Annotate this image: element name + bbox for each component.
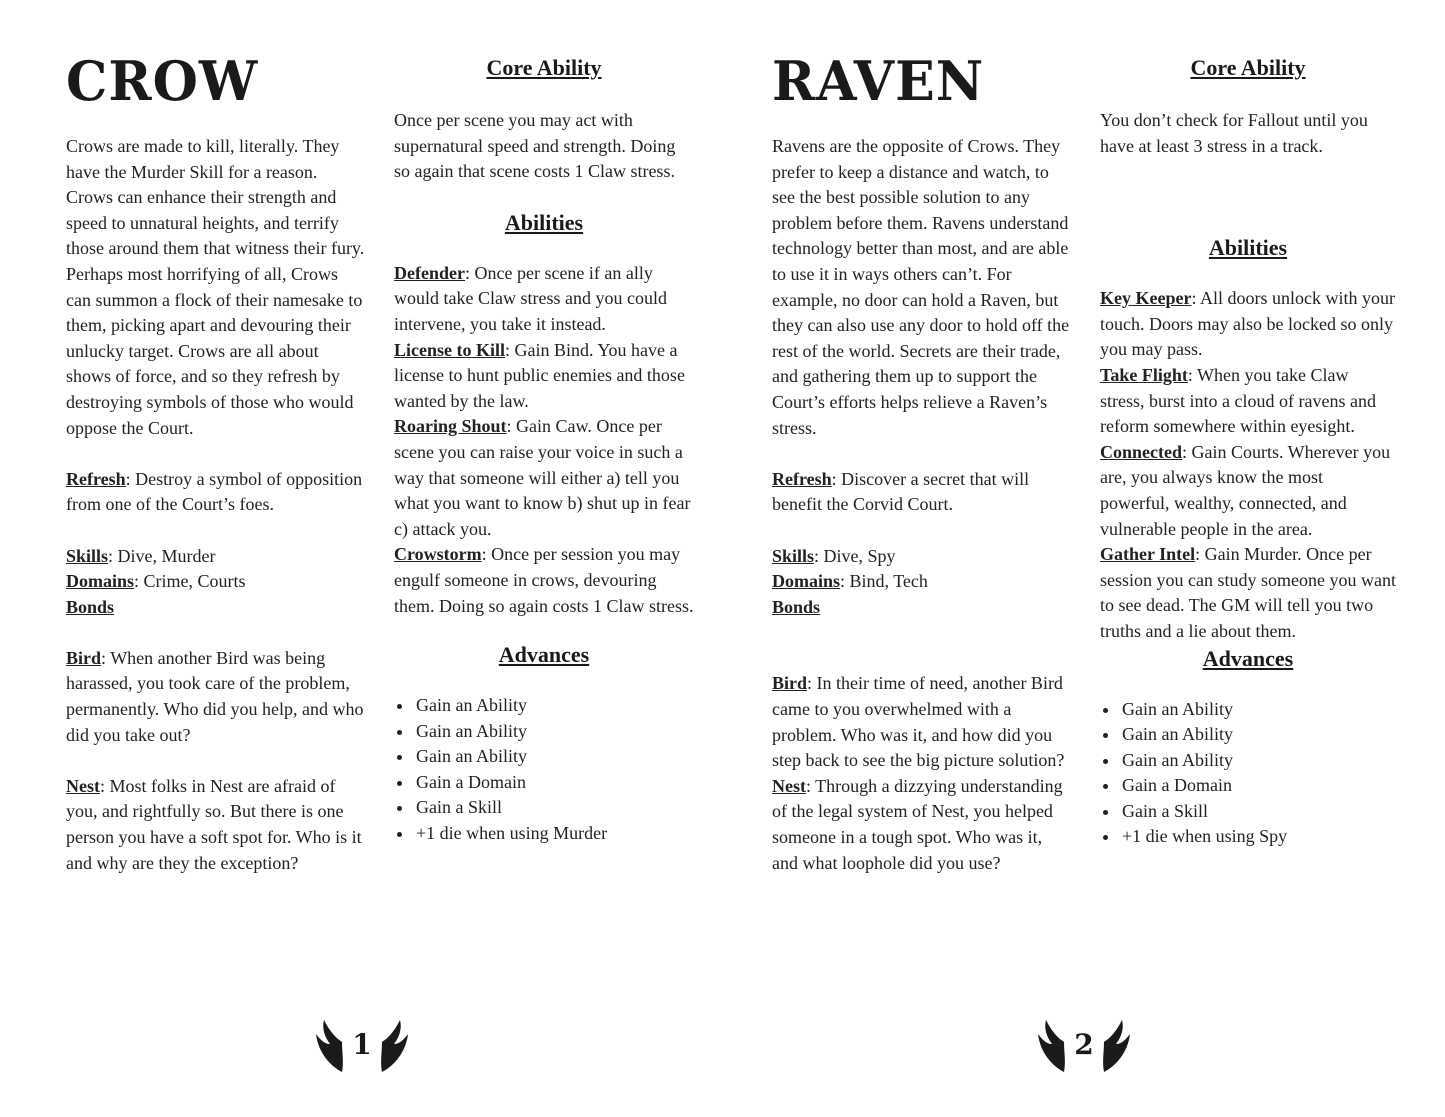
- crow-refresh: [66, 467, 366, 518]
- crow-domains-label: Domains: [66, 571, 135, 592]
- crow-bonds: [66, 595, 366, 621]
- crow-left-column: [66, 49, 366, 876]
- crow-ability-name: License to Kill: [394, 339, 505, 360]
- crow-advances-list: [394, 693, 694, 847]
- crow-core-heading: Core Ability: [486, 55, 602, 80]
- crow-advance-item: • Gain a Domain: [414, 770, 694, 796]
- crow-ability-text: : Once per session you may engulf someone in crows, devouring them. Doing so again costs 1 Claw stress.: [394, 544, 694, 616]
- crow-ability: [394, 414, 694, 542]
- raven-core-text: You don’t check for Fallout until you have at least 3 stress in a track.: [1100, 110, 1368, 156]
- page-number-badge-2: [1034, 1018, 1134, 1078]
- raven-refresh: [772, 467, 1072, 518]
- raven-ability-text: : When you take Claw stress, burst into a cloud of ravens and reform somewhere within eyesight.: [1100, 364, 1376, 437]
- crow-domains-text: : Crime, Courts: [134, 571, 246, 592]
- raven-refresh-label: Refresh: [772, 468, 832, 489]
- raven-left-column: [772, 49, 1072, 876]
- raven-bonds: [772, 595, 1072, 621]
- raven-title: RAVEN: [772, 49, 985, 114]
- raven-skills-label: Skills: [772, 545, 815, 566]
- raven-advances-heading: Advances: [1202, 645, 1294, 671]
- crow-advance-item: • Gain a Skill: [414, 795, 694, 821]
- crow-ability-name: Roaring Shout: [394, 416, 507, 437]
- page-number: 2: [1074, 1028, 1094, 1061]
- crow-description: Crows are made to kill, literally. They have the Murder Skill for a reason. Crows can enhance their strength and speed to unnatural heights, and terrify those around them that witness their fury. Perhaps most horrifying of all, Crows can summon a flock of their namesake to them, picking apart and devouring their unlucky target. Crows are all about shows of force, and so they refresh by destroying symbols of those who would oppose the Court.: [66, 136, 365, 438]
- crow-skills: [66, 544, 366, 570]
- raven-ability-text: : Gain Courts. Wherever you are, you always know the most powerful, wealthy, connected, and vulnerable people in the area.: [1100, 441, 1391, 539]
- crow-bird-label: Bird: [66, 647, 102, 668]
- raven-advance-item: • Gain a Skill: [1120, 799, 1396, 825]
- crow-ability: [394, 542, 694, 619]
- raven-description: Ravens are the opposite of Crows. They prefer to keep a distance and watch, to see the best possible solution to any problem before them. Ravens understand technology better than most, and are able to use it in ways others can’t. For example, no door can hold a Raven, but they can also use any door to hold off the rest of the world. Secrets are their trade, and gathering them up to support the Court’s efforts helps relieve a Raven’s stress.: [772, 136, 1070, 438]
- raven-nest-label: Nest: [772, 775, 806, 796]
- crow-right-column: [394, 54, 694, 847]
- crow-nest-label: Nest: [66, 775, 100, 796]
- crow-refresh-label: Refresh: [66, 468, 126, 489]
- raven-refresh-text: : Discover a secret that will benefit the Corvid Court.: [772, 468, 1030, 515]
- raven-abilities-heading: Abilities: [1208, 235, 1288, 261]
- crow-advance-item: • Gain an Ability: [414, 719, 694, 745]
- raven-core-heading: Core Ability: [1190, 55, 1306, 80]
- raven-ability: [1100, 542, 1396, 644]
- crow-bird-text: : When another Bird was being harassed, you took care of the problem, permanently. Who did you help, and who did you take out?: [66, 647, 364, 745]
- crow-ability-text: : Gain Bind. You have a license to hunt public enemies and those wanted by the law.: [394, 339, 685, 411]
- raven-advance-item: • +1 die when using Spy: [1120, 824, 1396, 850]
- crow-ability-text: : Once per scene if an ally would take Claw stress and you could intervene, you take it instead.: [394, 262, 667, 334]
- crow-skills-label: Skills: [66, 545, 109, 566]
- crow-advance-item: • +1 die when using Murder: [414, 821, 694, 847]
- crow-abilities-heading: Abilities: [504, 209, 584, 235]
- raven-skills: [772, 544, 1072, 570]
- crow-ability-name: Crowstorm: [394, 544, 482, 565]
- raven-ability-name: Take Flight: [1100, 364, 1188, 385]
- raven-ability-name: Gather Intel: [1100, 544, 1196, 565]
- crow-nest-text: : Most folks in Nest are afraid of you, and rightfully so. But there is one person you have a soft spot for. Who is it and why are they the exception?: [66, 775, 362, 873]
- raven-advance-item: • Gain an Ability: [1120, 748, 1396, 774]
- raven-nest-text: : Through a dizzying understanding of the legal system of Nest, you helped someone in a tough spot. Who was it, and what loophole did you use?: [772, 775, 1063, 873]
- raven-advance-item: • Gain an Ability: [1120, 722, 1396, 748]
- raven-skills-text: : Dive, Spy: [814, 545, 896, 566]
- crow-bonds-label: Bonds: [66, 596, 115, 617]
- raven-domains: [772, 569, 1072, 595]
- raven-domains-text: : Bind, Tech: [840, 571, 928, 592]
- raven-ability-text: : All doors unlock with your touch. Doors may also be locked so only you may pass.: [1100, 288, 1395, 360]
- raven-ability: [1100, 363, 1396, 440]
- raven-bird-text: : In their time of need, another Bird came to you overwhelmed with a problem. Who was it, and how did you step back to see the big picture solution?: [772, 673, 1065, 771]
- raven-bonds-label: Bonds: [772, 596, 821, 617]
- raven-bond-bird: [772, 671, 1072, 773]
- raven-ability-text: : Gain Murder. Once per session you can study someone you want to see dead. The GM will tell you two truths and a lie about them.: [1100, 544, 1396, 641]
- crow-bond-nest: [66, 774, 366, 876]
- raven-bond-nest: [772, 774, 1072, 876]
- crow-refresh-text: : Destroy a symbol of opposition from one of the Court’s foes.: [66, 468, 363, 515]
- crow-advance-item: • Gain an Ability: [414, 744, 694, 770]
- crow-bond-bird: [66, 646, 366, 748]
- crow-ability-text: : Gain Caw. Once per scene you can raise your voice in such a way that someone will either a) tell you what you want to know b) shut up in fear c) attack you.: [394, 416, 691, 539]
- raven-advances-list: [1100, 697, 1396, 851]
- crow-title: CROW: [66, 49, 259, 114]
- raven-ability: [1100, 440, 1396, 542]
- crow-core-text: Once per scene you may act with supernatural speed and strength. Doing so again that scene costs 1 Claw stress.: [394, 110, 676, 182]
- crow-ability: [394, 261, 694, 338]
- raven-domains-label: Domains: [772, 571, 841, 592]
- raven-right-column: [1100, 54, 1396, 850]
- crow-ability-name: Defender: [394, 262, 465, 283]
- crow-domains: [66, 569, 366, 595]
- page-number-badge-1: [312, 1018, 412, 1078]
- raven-ability: [1100, 286, 1396, 363]
- crow-ability: [394, 338, 694, 415]
- raven-ability-name: Connected: [1100, 441, 1182, 462]
- raven-advance-item: • Gain an Ability: [1120, 697, 1396, 723]
- raven-ability-name: Key Keeper: [1100, 288, 1192, 309]
- raven-bird-label: Bird: [772, 673, 808, 694]
- raven-advance-item: • Gain a Domain: [1120, 773, 1396, 799]
- crow-skills-text: : Dive, Murder: [108, 545, 216, 566]
- crow-advance-item: • Gain an Ability: [414, 693, 694, 719]
- crow-advances-heading: Advances: [498, 642, 590, 668]
- page-number: 1: [352, 1028, 372, 1061]
